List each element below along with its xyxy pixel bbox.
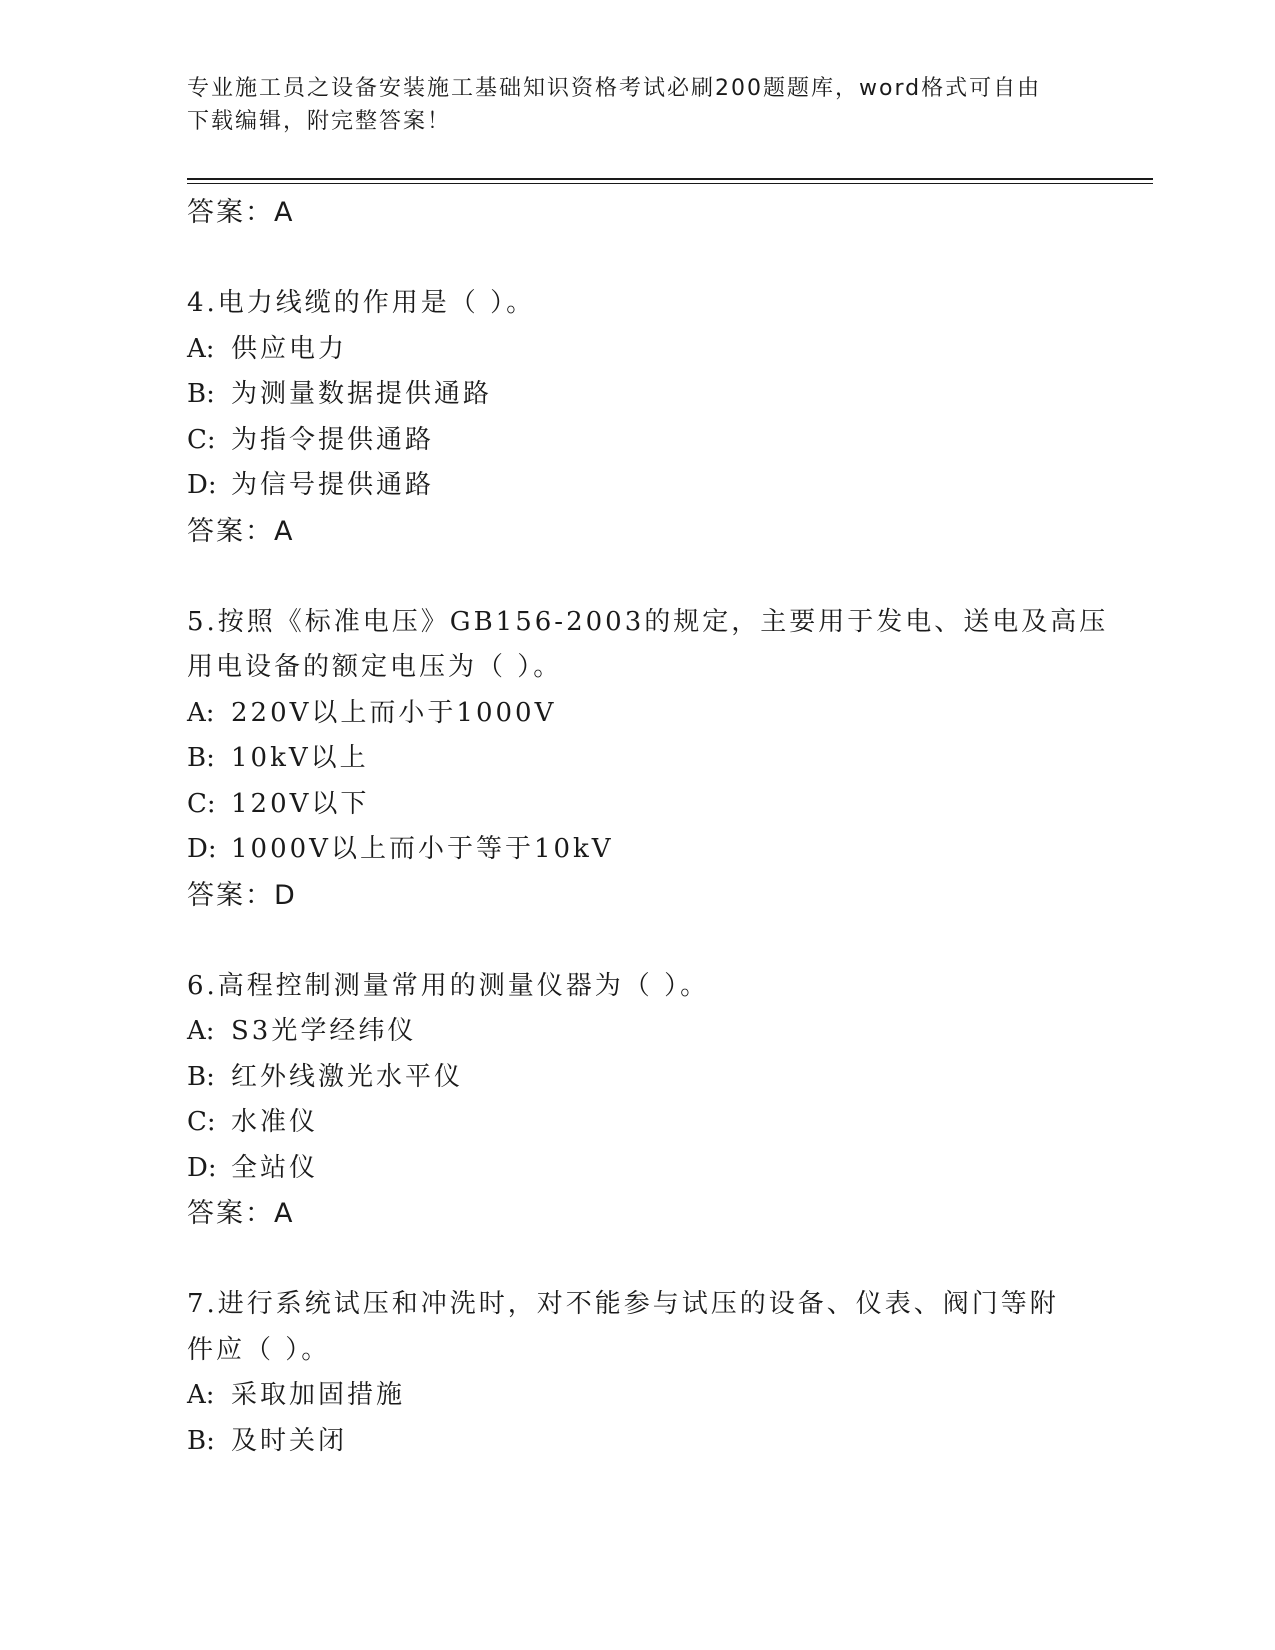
option-text: 120V以下 — [231, 788, 370, 819]
option-label: C: — [187, 1107, 216, 1137]
question-stem: 5.按照《标准电压》GB156-2003的规定，主要用于发电、送电及高压 — [187, 606, 1109, 637]
question-stem-continued: 件应（ ）。 — [187, 1334, 331, 1365]
option-text: 为信号提供通路 — [231, 470, 435, 500]
header-divider-thin — [187, 183, 1153, 184]
header-divider-thick — [187, 178, 1153, 180]
option-item — [187, 736, 1087, 782]
option-text: 采取加固措施 — [231, 1380, 406, 1410]
option-text: 水准仪 — [231, 1107, 319, 1137]
header-line-2: 下载编辑，附完整答案！ — [187, 109, 452, 134]
option-text: 及时关闭 — [231, 1425, 348, 1456]
option-text: 供应电力 — [231, 333, 348, 364]
option-label: B: — [187, 379, 215, 409]
option-item — [187, 1419, 1087, 1465]
option-label: D: — [187, 470, 217, 500]
option-label: C: — [187, 788, 216, 819]
option-item — [187, 827, 1087, 873]
option-label: A: — [187, 697, 215, 728]
option-label: B: — [187, 1061, 215, 1092]
option-text: 红外线激光水平仪 — [231, 1061, 464, 1092]
question-stem: 6.高程控制测量常用的测量仪器为（ ）。 — [187, 970, 710, 1001]
question-stem-continued: 用电设备的额定电压为（ ）。 — [187, 652, 563, 682]
question-stem: 4.电力线缆的作用是（ ）。 — [187, 288, 536, 318]
option-item — [187, 1373, 1087, 1419]
option-text: 1000V以上而小于等于10kV — [231, 834, 614, 864]
page-header — [187, 72, 1067, 138]
option-item — [187, 1055, 1087, 1101]
spacer — [187, 918, 1087, 964]
option-label: C: — [187, 424, 216, 455]
option-item — [187, 372, 1087, 418]
option-text: 220V以上而小于1000V — [231, 697, 557, 728]
option-item — [187, 782, 1087, 828]
question-block — [187, 600, 1109, 919]
question-answer: 答案：D — [187, 879, 297, 911]
option-text: 10kV以上 — [231, 743, 369, 773]
option-item — [187, 463, 1087, 509]
option-label: B: — [187, 1425, 215, 1456]
option-label: A: — [187, 1380, 215, 1410]
option-item — [187, 418, 1087, 464]
question-block — [187, 281, 1087, 554]
option-label: D: — [187, 1152, 217, 1183]
question-block — [187, 1282, 1087, 1464]
option-text: S3光学经纬仪 — [231, 1016, 417, 1046]
spacer — [187, 1237, 1087, 1283]
option-item — [187, 327, 1087, 373]
question-answer: 答案：A — [187, 1198, 295, 1229]
option-item — [187, 1100, 1087, 1146]
previous-answer: 答案：A — [187, 197, 295, 228]
option-label: A: — [187, 1016, 215, 1046]
question-answer: 答案：A — [187, 515, 295, 547]
option-item — [187, 1009, 1087, 1055]
option-label: B: — [187, 743, 215, 773]
question-block — [187, 964, 1087, 1237]
spacer — [187, 554, 1087, 600]
option-label: D: — [187, 834, 217, 864]
header-line-1: 专业施工员之设备安装施工基础知识资格考试必刷200题题库，word格式可自由 — [187, 76, 1042, 101]
option-text: 全站仪 — [231, 1152, 319, 1183]
spacer — [187, 236, 1087, 282]
option-item — [187, 1146, 1087, 1192]
option-label: A: — [187, 333, 215, 364]
question-stem: 7.进行系统试压和冲洗时，对不能参与试压的设备、仪表、阀门等附 — [187, 1289, 1059, 1319]
option-text: 为测量数据提供通路 — [231, 379, 493, 409]
document-body — [187, 190, 1109, 1464]
option-item — [187, 691, 1087, 737]
option-text: 为指令提供通路 — [231, 424, 435, 455]
